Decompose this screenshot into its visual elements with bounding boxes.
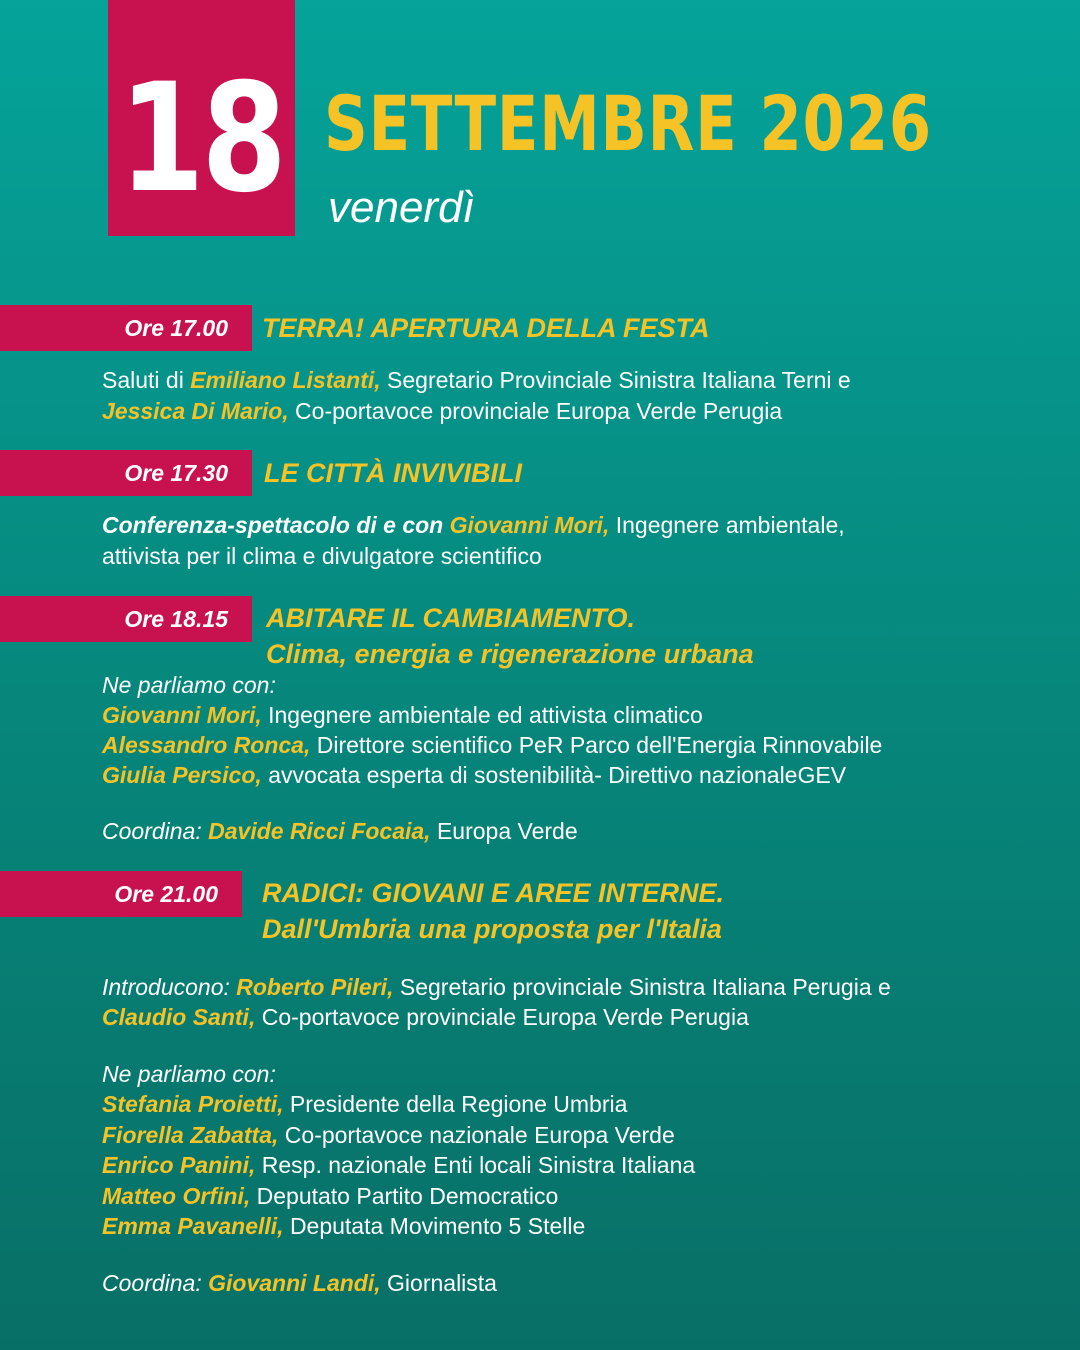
speaker-name: Giovanni Mori, <box>102 702 262 728</box>
weekday: venerdì <box>328 183 475 232</box>
speaker-line <box>102 760 846 791</box>
introducers-label: Introducono: <box>102 974 230 1000</box>
moderator-label: Coordina: <box>102 818 202 844</box>
speaker-name: Stefania Proietti, <box>102 1091 284 1117</box>
speaker-role: Deputato Partito Democratico <box>256 1183 559 1209</box>
speaker-role: Direttore scientifico PeR Parco dell'Energia Rinnovabile <box>316 732 883 758</box>
moderator-name: Davide Ricci Focaia, <box>208 818 431 844</box>
speaker-line <box>102 1120 675 1151</box>
moderator-name: Giovanni Landi, <box>208 1270 381 1296</box>
speaker-name: Alessandro Ronca, <box>102 732 311 758</box>
event-2-line-1 <box>102 510 845 541</box>
speaker-role: avvocata esperta di sostenibilità- Direttivo nazionaleGEV <box>268 762 847 788</box>
moderator-line <box>102 816 578 847</box>
speaker-role: Segretario Provinciale Sinistra Italiana Terni e <box>387 367 851 393</box>
speaker-line <box>102 1211 585 1242</box>
speaker-role: Resp. nazionale Enti locali Sinistra Italiana <box>261 1152 696 1178</box>
speaker-name: Emma Pavanelli, <box>102 1213 284 1239</box>
day-number: 18 <box>119 52 284 226</box>
introducer-line <box>102 1002 749 1033</box>
moderator-role: Europa Verde <box>436 818 578 844</box>
speaker-name: Giulia Persico, <box>102 762 262 788</box>
introducer-line <box>102 972 891 1003</box>
event-title-terra: TERRA! APERTURA DELLA FESTA <box>262 313 710 343</box>
event-title-citta-invivibili: LE CITTÀ INVIVIBILI <box>264 458 523 488</box>
speaker-name: Enrico Panini, <box>102 1152 256 1178</box>
speaker-role: Co-portavoce provinciale Europa Verde Perugia <box>295 398 783 424</box>
speaker-line <box>102 1181 558 1212</box>
moderator-label: Coordina: <box>102 1270 202 1296</box>
speaker-name: Jessica Di Mario, <box>102 398 289 424</box>
event-subtitle-abitare: Clima, energia e rigenerazione urbana <box>266 639 754 669</box>
event-time-2100: Ore 21.00 <box>0 871 242 917</box>
speaker-line <box>102 1150 695 1181</box>
event-2-line-2: attivista per il clima e divulgatore scientifico <box>102 543 542 569</box>
speaker-name: Roberto Pileri, <box>236 974 394 1000</box>
event-time-1700: Ore 17.00 <box>0 305 252 351</box>
month-year: SETTEMBRE 2026 <box>324 79 932 168</box>
speaker-line <box>102 700 703 731</box>
speaker-role: Presidente della Regione Umbria <box>289 1091 628 1117</box>
speaker-line <box>102 1089 627 1120</box>
panel-label: Ne parliamo con: <box>102 672 276 698</box>
speaker-role: Ingegnere ambientale ed attivista climatico <box>268 702 703 728</box>
intro-text: Conferenza-spettacolo di e con <box>102 512 444 538</box>
intro-text: Saluti di <box>102 367 184 393</box>
event-title-radici: RADICI: GIOVANI E AREE INTERNE. <box>262 878 725 908</box>
speaker-name: Emiliano Listanti, <box>190 367 381 393</box>
event-time-1815: Ore 18.15 <box>0 596 252 642</box>
moderator-role: Giornalista <box>387 1270 497 1296</box>
speaker-name: Matteo Orfini, <box>102 1183 251 1209</box>
speaker-role: Deputata Movimento 5 Stelle <box>289 1213 586 1239</box>
speaker-role: Ingegnere ambientale, <box>615 512 845 538</box>
event-title-abitare: ABITARE IL CAMBIAMENTO. <box>266 603 635 633</box>
speaker-name: Fiorella Zabatta, <box>102 1122 279 1148</box>
speaker-line <box>102 730 882 761</box>
event-subtitle-radici: Dall'Umbria una proposta per l'Italia <box>262 914 722 944</box>
speaker-name: Giovanni Mori, <box>449 512 610 538</box>
speaker-name: Claudio Santi, <box>102 1004 256 1030</box>
event-1-line-1 <box>102 365 851 396</box>
panel-label: Ne parliamo con: <box>102 1061 276 1087</box>
date-box <box>108 0 295 236</box>
speaker-role: Co-portavoce provinciale Europa Verde Perugia <box>261 1004 749 1030</box>
event-time-1730: Ore 17.30 <box>0 450 252 496</box>
moderator-line <box>102 1268 497 1299</box>
event-1-line-2 <box>102 396 782 427</box>
speaker-role: Co-portavoce nazionale Europa Verde <box>284 1122 675 1148</box>
speaker-role: Segretario provinciale Sinistra Italiana Perugia e <box>399 974 891 1000</box>
